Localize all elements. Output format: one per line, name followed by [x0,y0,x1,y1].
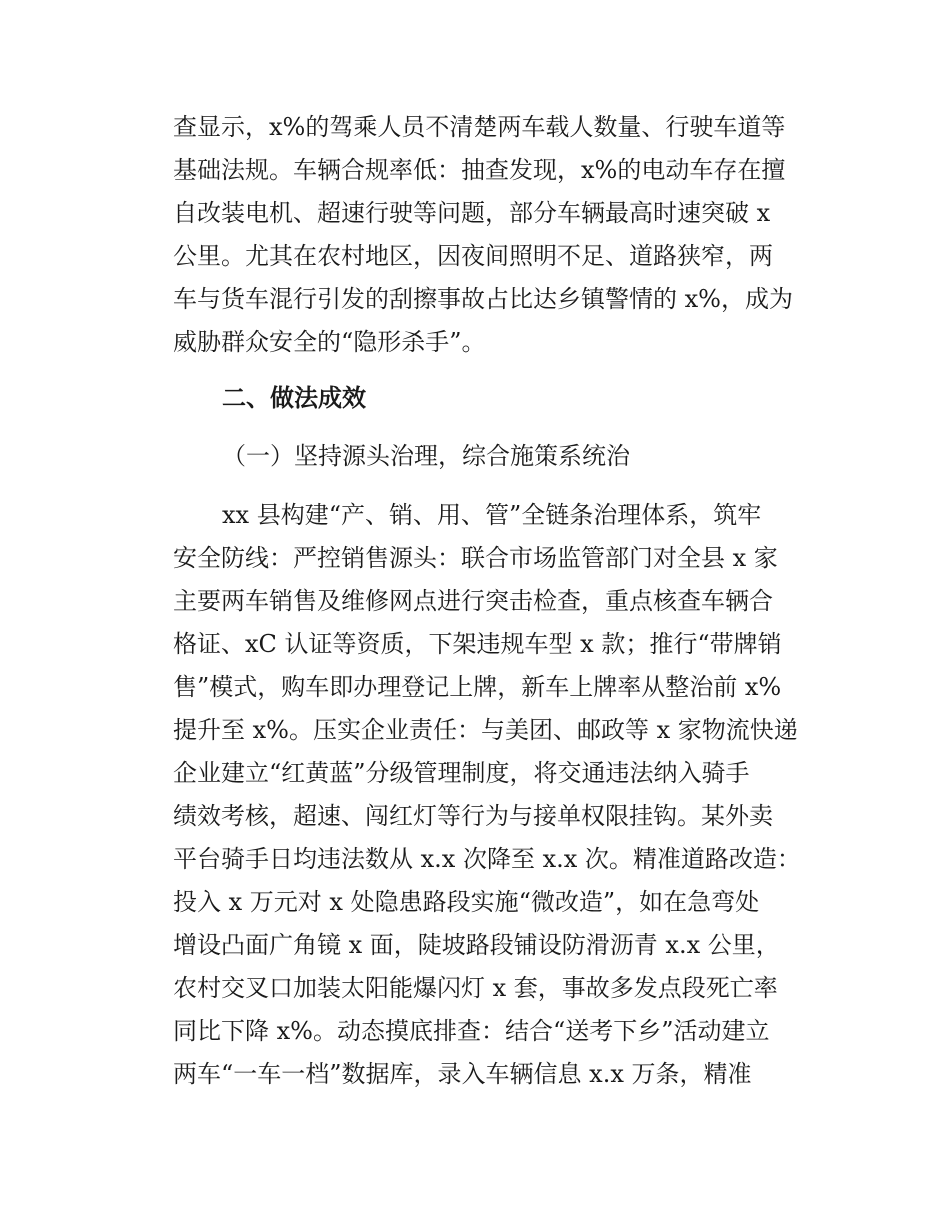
paragraph-2-line: 企业建立“红黄蓝”分级管理制度，将交通违法纳入骑手 [173,759,750,787]
paragraph-1-line: 威胁群众安全的“隐形杀手”。 [173,328,486,356]
paragraph-2-line: 两车“一车一档”数据库，录入车辆信息 x.x 万条，精准 [173,1060,752,1088]
paragraph-1-line: 公里。尤其在农村地区，因夜间照明不足、道路狭窄，两 [173,242,773,270]
paragraph-1-line: 查显示，x%的驾乘人员不清楚两车载人数量、行驶车道等 [173,113,786,141]
subsection-heading: （一）坚持源头治理，综合施策系统治 [222,442,630,470]
paragraph-1-line: 基础法规。车辆合规率低：抽查发现，x%的电动车存在擅 [173,156,786,184]
paragraph-2-line: 提升至 x%。压实企业责任：与美团、邮政等 x 家物流快递 [173,716,798,744]
paragraph-1-line: 车与货车混行引发的刮擦事故占比达乡镇警情的 x%，成为 [173,285,793,313]
paragraph-2-line: 投入 x 万元对 x 处隐患路段实施“微改造”，如在急弯处 [173,888,760,916]
paragraph-2-line: 售”模式，购车即办理登记上牌，新车上牌率从整治前 x% [173,673,782,701]
paragraph-2-line: 平台骑手日均违法数从 x.x 次降至 x.x 次。精准道路改造： [173,845,801,873]
paragraph-2-line: 安全防线：严控销售源头：联合市场监管部门对全县 x 家 [173,544,778,572]
paragraph-2-line: 农村交叉口加装太阳能爆闪灯 x 套，事故多发点段死亡率 [173,974,778,1002]
section-heading: 二、做法成效 [222,384,366,412]
paragraph-2-line: 绩效考核，超速、闯红灯等行为与接单权限挂钩。某外卖 [173,802,773,830]
paragraph-2-line: xx 县构建“产、销、用、管”全链条治理体系，筑牢 [222,501,762,529]
paragraph-2-line: 主要两车销售及维修网点进行突击检查，重点核查车辆合 [173,587,773,615]
paragraph-2-line: 格证、xC 认证等资质，下架违规车型 x 款；推行“带牌销 [173,630,782,658]
paragraph-1-line: 自改装电机、超速行驶等问题，部分车辆最高时速突破 x [173,199,771,227]
paragraph-2-line: 同比下降 x%。动态摸底排查：结合“送考下乡”活动建立 [173,1017,770,1045]
paragraph-2-line: 增设凸面广角镜 x 面，陡坡路段铺设防滑沥青 x.x 公里， [173,931,780,959]
